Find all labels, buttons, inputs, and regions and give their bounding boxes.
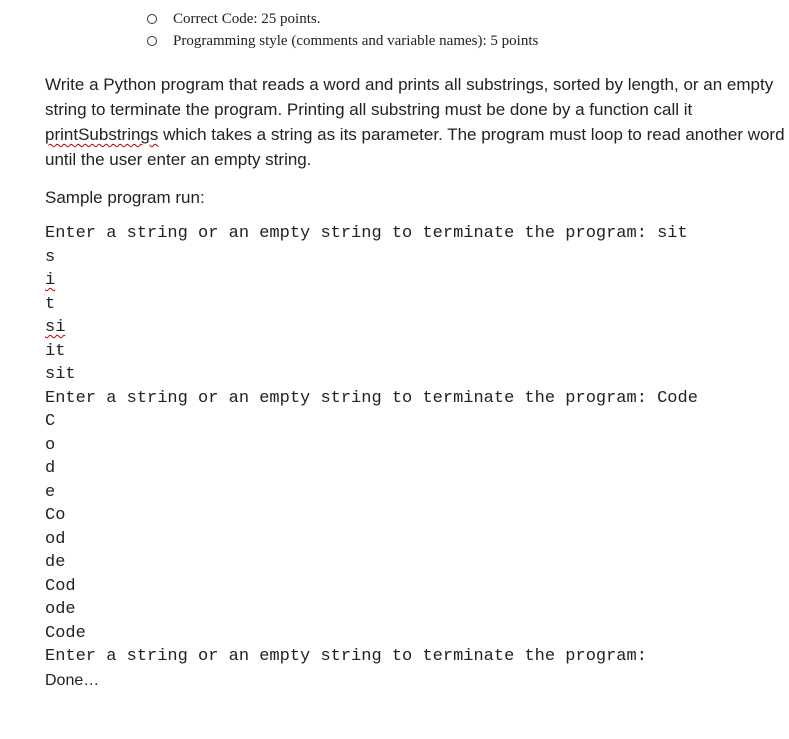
hollow-bullet-icon (147, 36, 157, 46)
description-text-end: which takes a string as its parameter. The program must loop to read another word until the user enter an empty string. (45, 125, 785, 169)
requirement-text: Correct Code: 25 points. (173, 11, 321, 27)
console-line (45, 575, 785, 599)
console-line (45, 316, 785, 340)
console-line (45, 222, 785, 246)
console-line-text: it (45, 341, 66, 361)
console-line (45, 645, 785, 669)
console-line-text: i (45, 271, 56, 290)
console-line-text: C (45, 412, 56, 431)
console-line (45, 363, 785, 387)
console-line-text: Cod (45, 576, 76, 596)
console-line-text: o (45, 435, 56, 455)
console-line-text: Done… (45, 671, 100, 689)
console-line (45, 551, 785, 575)
console-line-text: de (45, 553, 66, 572)
requirements-list (147, 8, 538, 52)
console-line (45, 598, 785, 622)
console-line-text: d (45, 459, 56, 478)
requirement-item (147, 8, 538, 30)
console-line (45, 504, 785, 528)
hollow-bullet-icon (147, 14, 157, 24)
sample-run-label: Sample program run: (45, 188, 205, 207)
console-line-text: e (45, 482, 56, 502)
console-line-text: Co (45, 506, 66, 525)
console-line (45, 410, 785, 434)
console-line-text: ode (45, 600, 76, 619)
sample-console-output (45, 222, 785, 692)
console-line-text: t (45, 294, 56, 314)
console-line (45, 481, 785, 505)
console-line-text: sit (45, 365, 76, 384)
console-line-text: Enter a string or an empty string to terminate the program: (45, 647, 647, 666)
console-line (45, 387, 785, 411)
console-line-text: od (45, 529, 66, 549)
console-line (45, 340, 785, 364)
function-name: printSubstrings (45, 125, 159, 144)
requirement-text: Programming style (comments and variable names): 5 points (173, 33, 539, 49)
console-line-text: si (45, 318, 66, 337)
console-line (45, 622, 785, 646)
console-line (45, 293, 785, 317)
console-line (45, 669, 785, 693)
console-line-text: Enter a string or an empty string to terminate the program: Code (45, 388, 698, 408)
console-line-text: s (45, 247, 56, 267)
console-line-text: Code (45, 623, 86, 643)
console-line (45, 457, 785, 481)
assignment-description (45, 72, 785, 172)
console-line (45, 434, 785, 458)
console-line (45, 528, 785, 552)
description-text-start: Write a Python program that reads a word and prints all substrings, sorted by length, or an empty string to terminate the program. Printing all substring must be done by a function call it (45, 75, 774, 119)
console-line (45, 269, 785, 293)
requirement-item (147, 30, 538, 52)
console-line-text: Enter a string or an empty string to terminate the program: sit (45, 224, 688, 243)
console-line (45, 246, 785, 270)
